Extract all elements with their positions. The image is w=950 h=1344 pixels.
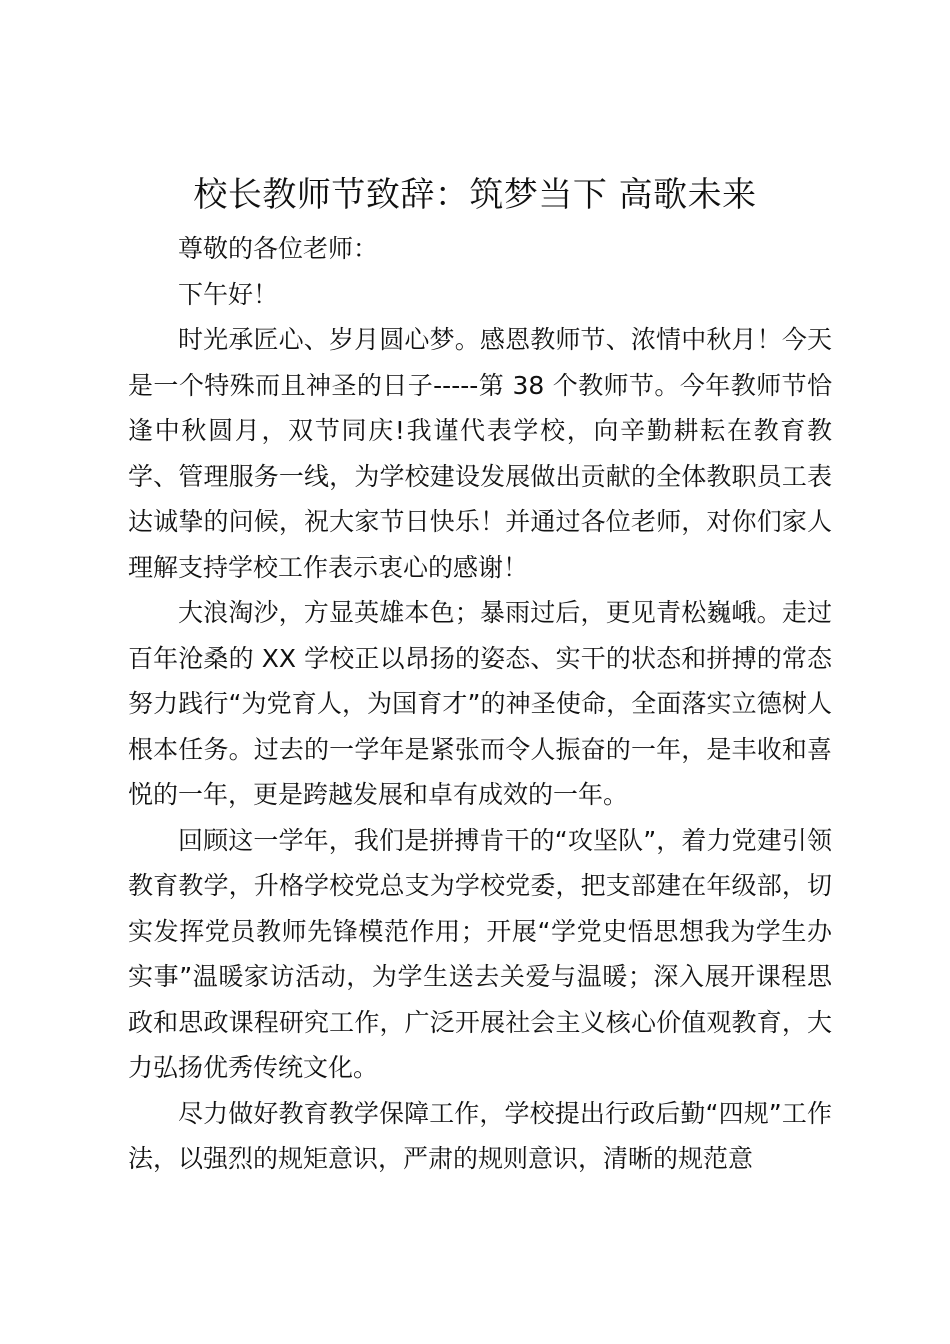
paragraph: 尽力做好教育教学保障工作，学校提出行政后勤“四规”工作法，以强烈的规矩意识，严肃的规则意识，清晰的规范意	[128, 1098, 832, 1173]
salutation: 尊敬的各位老师：	[178, 234, 379, 263]
document-body	[128, 226, 832, 1182]
paragraph: 回顾这一学年，我们是拼搏肯干的“攻坚队”，着力党建引领教育教学，升格学校党总支为学校党委，把支部建在年级部，切实发挥党员教师先锋模范作用；开展“学党史悟思想我为学生办实事”温暖家访活动，为学生送去关爱与温暖；深入展开课程思政和思政课程研究工作，广泛开展社会主义核心价值观教育，大力弘扬优秀传统文化。	[128, 825, 832, 1082]
greeting: 下午好！	[178, 279, 279, 309]
paragraph: 大浪淘沙，方显英雄本色；暴雨过后，更见青松巍峨。走过百年沧桑的 XX 学校正以昂扬的姿态、实干的状态和拼搏的常态努力践行“为党育人，为国育才”的神圣使命，全面落实立德树人根本任务。过去的一学年是紧张而令人振奋的一年，是丰收和喜悦的一年，更是跨越发展和卓有成效的一年。	[128, 598, 832, 809]
paragraph: 时光承匠心、岁月圆心梦。感恩教师节、浓情中秋月！今天是一个特殊而且神圣的日子-----第 38 个教师节。今年教师节恰逢中秋圆月，双节同庆!我谨代表学校，向辛勤耕耘在教育教学、管理服务一线，为学校建设发展做出贡献的全体教职员工表达诚挚的问候，祝大家节日快乐！并通过各位老师，对你们家人理解支持学校工作表示衷心的感谢！	[128, 325, 832, 582]
document-title: 校长教师节致辞：筑梦当下 高歌未来	[193, 175, 757, 215]
